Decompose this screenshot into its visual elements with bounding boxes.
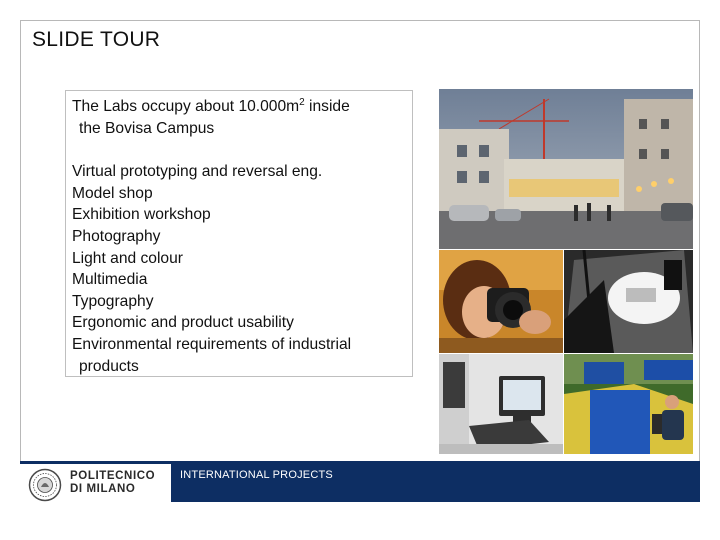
intro-line1-text: The Labs occupy about 10.000m — [72, 98, 300, 115]
labs-list — [72, 161, 406, 377]
intro-superscript: 2 — [299, 97, 305, 108]
list-item: Model shop — [72, 184, 153, 202]
footer-label-area — [171, 464, 700, 502]
logo-area — [20, 464, 166, 502]
logo-text — [70, 470, 155, 496]
labs-text-box — [65, 90, 413, 377]
list-item: Exhibition workshop — [72, 206, 211, 224]
list-item: Light and colour — [72, 249, 183, 267]
intro-line1-end: inside — [304, 98, 350, 115]
logo-line1: POLITECNICO — [70, 470, 156, 482]
computer-photo — [439, 354, 563, 454]
list-item: Photography — [72, 227, 161, 245]
intro-line2-text: the Bovisa Campus — [79, 119, 215, 137]
logo-line2: DI MILANO — [70, 483, 136, 495]
studio-photo — [564, 250, 693, 353]
list-item-text: Environmental requirements of industrial — [72, 335, 352, 353]
list-item — [72, 334, 406, 377]
office-photo — [564, 354, 693, 454]
footer-label: INTERNATIONAL PROJECTS — [180, 469, 333, 481]
footer-bar — [20, 461, 700, 502]
list-item: Virtual prototyping and reversal eng. — [72, 163, 323, 181]
campus-photo — [439, 89, 693, 249]
slide-title: SLIDE TOUR — [32, 28, 161, 51]
list-item-continuation: products — [79, 357, 139, 375]
list-item: Multimedia — [72, 271, 148, 289]
photographer-photo — [439, 250, 563, 353]
intro-paragraph — [72, 96, 406, 139]
university-seal-icon — [28, 468, 62, 502]
list-item: Ergonomic and product usability — [72, 314, 294, 332]
list-item: Typography — [72, 292, 154, 310]
